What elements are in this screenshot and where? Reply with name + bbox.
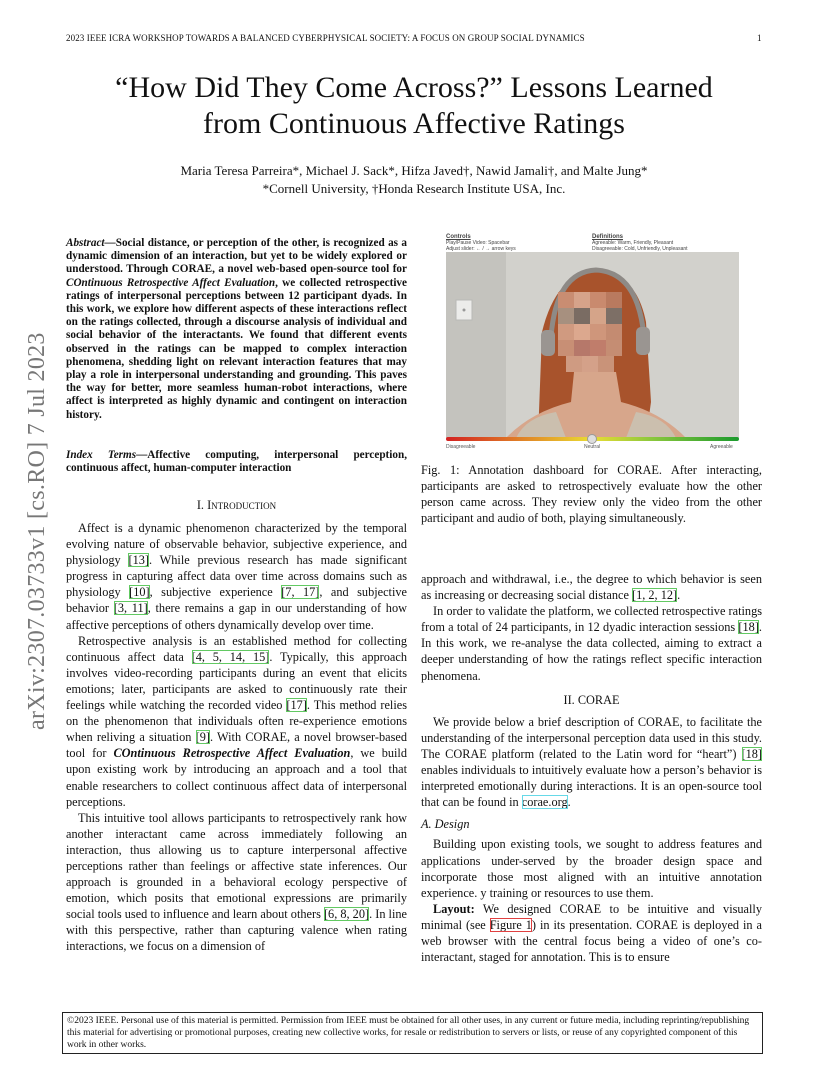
copyright-notice: ©2023 IEEE. Personal use of this material is permitted. Permission from IEEE must be obtained for all other uses, in any current or future media, including reprinting/republishing this material for advertising or promotional purposes, creating new collective works, for resale or redistribution to servers or lists, or reuse of any copyrighted component of this work in other works. <box>62 1012 763 1054</box>
figure-caption: Fig. 1: Annotation dashboard for CORAE. After interacting, participants are asked to retrospectively evaluate how the other person came across. They review only the video from the other participant and audio of both, playing simultaneously. <box>421 463 762 526</box>
intro-paragraph-1 <box>66 520 407 633</box>
corae-paragraph <box>421 714 762 811</box>
text: We designed CORAE to be intuitive and visually minimal (see <box>421 901 762 932</box>
title-line-2: from Continuous Affective Ratings <box>203 107 625 140</box>
tool-name: COntinuous Retrospective Affect Evaluation <box>113 746 351 761</box>
index-terms <box>66 449 407 475</box>
citation-link[interactable]: [7, 17] <box>281 585 320 600</box>
layout-paragraph <box>421 901 762 965</box>
scale-label-right: Agreeable <box>710 444 733 450</box>
text: . <box>677 588 681 603</box>
continued-paragraph <box>421 571 762 603</box>
text: , and subjective behavior <box>66 585 407 616</box>
citation-link[interactable]: [10] <box>129 585 150 600</box>
definition-line: Disagreeable: Cold, Unfriendly, Unpleasant <box>592 246 688 252</box>
section-heading-introduction: I. Introduction <box>196 498 277 512</box>
intro-paragraph-3 <box>66 810 407 955</box>
citation-link[interactable]: [18] <box>741 746 762 761</box>
citation-link[interactable]: [1, 2, 12] <box>632 588 678 603</box>
text: . <box>567 795 571 810</box>
running-header: 2023 IEEE ICRA WORKSHOP TOWARDS A BALANCED CYBERPHYSICAL SOCIETY: A FOCUS ON GROUP SOCIAL DYNAMICS <box>66 33 585 43</box>
text: , subjective experience <box>149 585 282 600</box>
participant-video[interactable] <box>446 252 739 438</box>
section-heading-corae: II. CORAE <box>563 692 620 707</box>
text: This intuitive tool allows participants to retrospectively rank how another interactant came across immediately following an interaction, thus allowing us to capture interpersonal affective perceptions rather than feelings or affective state inferences. Our approach is grounded in a behavioral ecology perspective of emotion, which posits that emotional expressions are primarily social tools used to influence and learn about others <box>66 810 407 922</box>
text: . In this work, we re-analyse the data collected, aiming to extract a deeper understanding of how the ratings reflect specific interaction phenomena. <box>421 620 762 683</box>
right-column-body <box>421 571 762 965</box>
citation-link[interactable]: [3, 11] <box>113 601 148 616</box>
url-link[interactable]: corae.org <box>521 795 568 810</box>
abstract <box>66 237 407 422</box>
text: . Typically, this approach involves video-recording participants during an event that elicits emotions; later, participants are asked to continuously rate their feelings while watching the recorded video <box>66 649 407 713</box>
abstract-tool-name: COntinuous Retrospective Affect Evaluation <box>66 276 276 289</box>
text: , we build upon existing work by introducing an approach and a tool that enable researchers to collect continuous affect data of interpersonal perceptions. <box>66 746 407 809</box>
intro-paragraph-2 <box>66 633 407 810</box>
author-list: Maria Teresa Parreira*, Michael J. Sack*, Hifza Javed†, Nawid Jamali†, and Malte Jung* <box>180 163 648 178</box>
citation-link[interactable]: [6, 8, 20] <box>323 907 370 922</box>
controls-panel <box>446 234 516 252</box>
validation-paragraph <box>421 603 762 683</box>
definitions-panel <box>592 234 688 252</box>
affiliations: *Cornell University, †Honda Research Institute USA, Inc. <box>262 181 566 196</box>
layout-label: Layout: <box>433 901 475 916</box>
title-line-1: “How Did They Come Across?” Lessons Learned <box>115 71 713 104</box>
controls-title: Controls <box>446 234 471 240</box>
controls-line: Adjust slider: ← / → arrow keys <box>446 246 516 252</box>
video-frame-image <box>446 252 739 438</box>
paper-title <box>60 70 768 142</box>
definition-line: Agreeable: Warm, Friendly, Pleasant <box>592 240 674 246</box>
citation-link[interactable]: [17] <box>286 698 307 713</box>
pixelated-face <box>558 292 622 372</box>
text: . With CORAE, a novel browser-based tool for <box>66 730 407 761</box>
definitions-title: Definitions <box>592 234 623 240</box>
index-terms-text: —Affective computing, interpersonal perception, continuous affect, human-computer interaction <box>66 449 407 475</box>
text: ) in its presentation. CORAE is deployed in a web browser with the central focus being a video of one’s co-interactant, staged for annotation. This is to ensure <box>421 917 762 965</box>
text: In order to validate the platform, we collected retrospective ratings from a total of 24 participants, in 12 dyadic interaction sessions <box>421 604 762 635</box>
scale-label-middle: Neutral <box>584 444 601 450</box>
abstract-label: Abstract— <box>66 237 116 249</box>
text: Affect is a dynamic phenomenon characterized by the temporal evolving nature of observable behavior, subjective experience, and physiology <box>66 521 407 568</box>
design-paragraph: Building upon existing tools, we sought to address features and applications under-served by the broader design space and incorporate those most aligned with an intuitive annotation experience. y training or resources to use them. <box>421 837 762 900</box>
abstract-text-a: Social distance, or perception of the other, is recognized as a dynamic dimension of an interaction, but yet to be widely explored or understood. Through CORAE, a novel web-based open-source tool for <box>66 237 407 276</box>
scale-label-left: Disagreeable <box>446 444 476 450</box>
text: . While previous research has made significant progress in capturing affect data over time across domains such as physiology <box>66 553 408 600</box>
citation-link[interactable]: [18] <box>738 620 759 635</box>
arxiv-stamp: arXiv:2307.03733v1 [cs.RO] 7 Jul 2023 <box>24 332 50 730</box>
figure-annotation-dashboard <box>442 230 742 452</box>
page-number: 1 <box>757 33 762 43</box>
text: enables individuals to intuitively evaluate how a person’s behavior is interpreted emotionally during interactions. It is an open-source tool that can be found in <box>421 763 762 810</box>
citation-link[interactable]: [4, 5, 14, 15] <box>191 649 270 664</box>
text: Retrospective analysis is an established method for collecting continuous affect data <box>66 633 407 664</box>
text: We provide below a brief description of CORAE, to facilitate the understanding of the interpersonal perception data used in this study. The CORAE platform (related to the Latin word for “heart”) <box>421 714 762 761</box>
citation-link[interactable]: [9] <box>195 730 210 745</box>
slider-handle[interactable] <box>587 434 597 444</box>
citation-link[interactable]: [13] <box>128 553 149 568</box>
text: approach and withdrawal, i.e., the degree to which behavior is seen as increasing or decreasing social distance <box>421 572 762 603</box>
controls-line: Play/Pause Video: Spacebar <box>446 240 510 246</box>
text: , there remains a gap in our understanding of how affective perceptions of others dynamically develop over time. <box>66 601 407 632</box>
figure-reference-link[interactable]: Figure 1 <box>489 917 532 932</box>
subsection-heading-design: A. Design <box>421 817 470 832</box>
abstract-text-b: , we collected retrospective ratings of interpersonal perceptions between 12 participant dyads. In this work, we explore how different aspects of these interactions reflect on the ratings collected, through a discourse analysis of individual and social behavior of the interactants. We found that different events observed in the ratings can be mapped to complex interaction phenomena, shedding light on relevant interaction features that may play a role in interpersonal understanding and grounding. This paves the way for better, more seamless human-robot interactions, where affect is interpreted as highly dynamic and contingent on interaction history. <box>66 276 407 421</box>
introduction-body <box>66 520 407 955</box>
index-terms-label: Index Terms <box>66 449 137 461</box>
text: . This method relies on the phenomenon that individuals often re-experience emotions when reliving a situation <box>66 698 407 745</box>
text: . In line with this perspective, rather than capturing valence when rating interactions, we focus on a dimension of <box>66 907 407 954</box>
